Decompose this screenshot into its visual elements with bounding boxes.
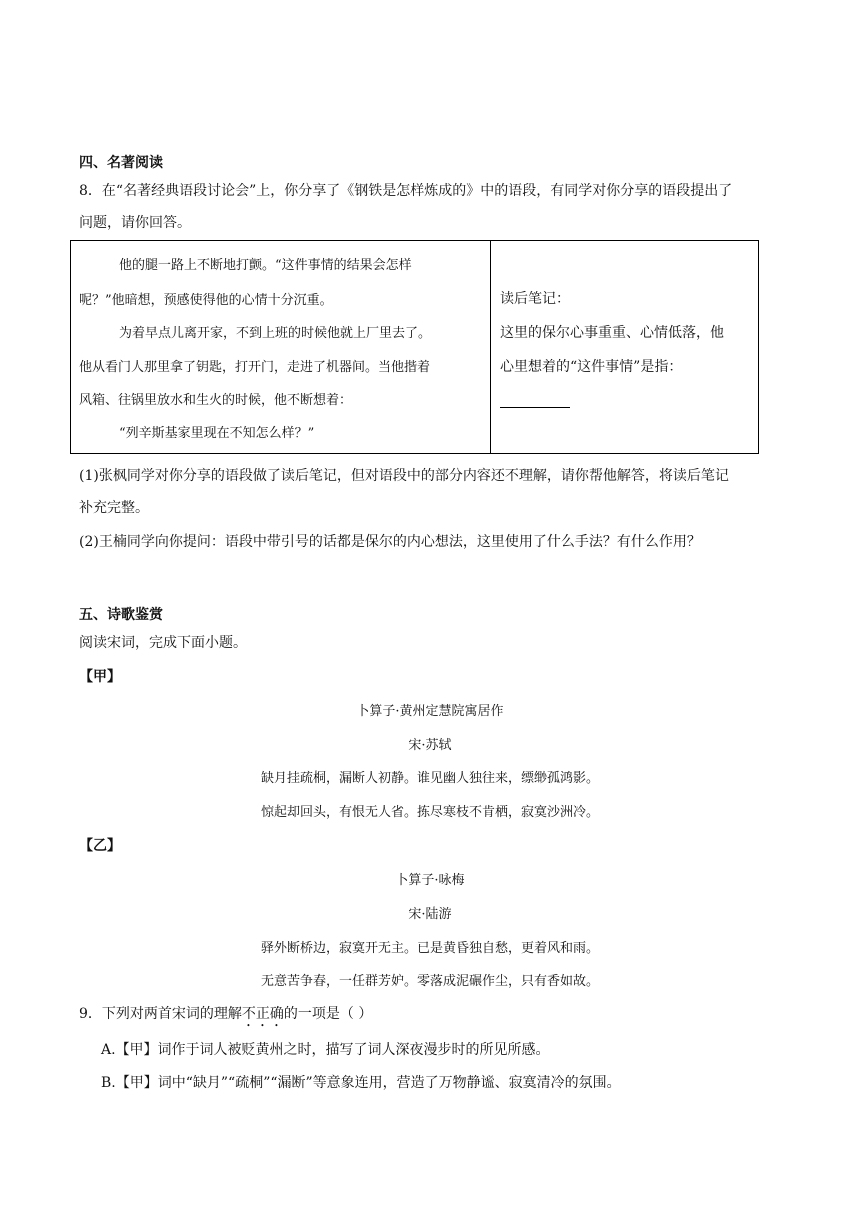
notes-line: 这里的保尔心事重重、心情低落，他 — [500, 325, 724, 341]
subquestion-1-line1: (1)张枫同学对你分享的语段做了读后笔记，但对语段中的部分内容还不理解，请你帮他解答，将读后笔记 — [79, 468, 729, 484]
passage-line: 呢？”他暗想，预感使得他的心情十分沉重。 — [79, 293, 333, 308]
question-9-suffix: 的一项是（ ） — [283, 1006, 373, 1022]
subquestion-2: (2)王楠同学向你提问：语段中带引号的话都是保尔的内心想法，这里使用了什么手法？有什么作用？ — [79, 534, 701, 550]
poem-2-title: 卜算子·咏梅 — [395, 873, 465, 888]
question-8-line1: 8．在“名著经典语段讨论会”上，你分享了《钢铁是怎样炼成的》中的语段，有同学对你分享的语段提出了 — [79, 183, 733, 199]
poem-2-line: 无意苦争春，一任群芳妒。零落成泥碾作尘，只有香如故。 — [260, 974, 599, 989]
poem-1-title: 卜算子·黄州定慧院寓居作 — [356, 704, 504, 719]
notes-line: 心里想着的“这件事情”是指： — [500, 359, 683, 375]
passage-line: 风箱、往锅里放水和生火的时候，他不断想着： — [79, 393, 353, 408]
option-b[interactable]: B.【甲】词中“缺月”“疏桐”“漏断”等意象连用，营造了万物静谧、寂寞清冷的氛围。 — [101, 1075, 621, 1091]
poem-2-line: 驿外断桥边，寂寞开无主。已是黄昏独自愁，更着风和雨。 — [260, 941, 599, 956]
label-jia: 【甲】 — [79, 669, 121, 685]
reading-instruction: 阅读宋词，完成下面小题。 — [79, 635, 247, 651]
poem-2-author: 宋·陆游 — [408, 907, 452, 922]
question-8-line2: 问题，请你回答。 — [79, 215, 191, 231]
label-yi: 【乙】 — [79, 838, 121, 854]
passage-line: 为着早点儿离开家，不到上班的时候他就上厂里去了。 — [119, 326, 432, 341]
notes-cell — [490, 240, 759, 454]
section-heading-5: 五、诗歌鉴赏 — [79, 607, 163, 623]
passage-line: “列辛斯基家里现在不知怎么样？” — [119, 426, 315, 441]
answer-blank — [500, 396, 570, 412]
poem-1-line: 惊起却回头，有恨无人省。拣尽寒枝不肯栖，寂寞沙洲冷。 — [260, 805, 599, 820]
subquestion-1-line2: 补充完整。 — [79, 500, 149, 516]
section-heading-4: 四、名著阅读 — [79, 155, 163, 171]
notes-title: 读后笔记： — [500, 291, 570, 307]
question-9 — [79, 1003, 372, 1030]
question-9-emphasis: 不正确 — [241, 1006, 284, 1022]
poem-1-line: 缺月挂疏桐，漏断人初静。谁见幽人独往来，缥缈孤鸿影。 — [260, 771, 599, 786]
poem-1-author: 宋·苏轼 — [408, 738, 452, 753]
option-a[interactable]: A.【甲】词作于词人被贬黄州之时，描写了词人深夜漫步时的所见所感。 — [101, 1042, 550, 1058]
question-9-prefix: 9．下列对两首宋词的理解 — [79, 1006, 242, 1022]
passage-line: 他的腿一路上不断地打颤。“这件事情的结果会怎样 — [119, 258, 412, 273]
passage-line: 他从看门人那里拿了钥匙，打开门，走进了机器间。当他揩着 — [79, 360, 431, 375]
